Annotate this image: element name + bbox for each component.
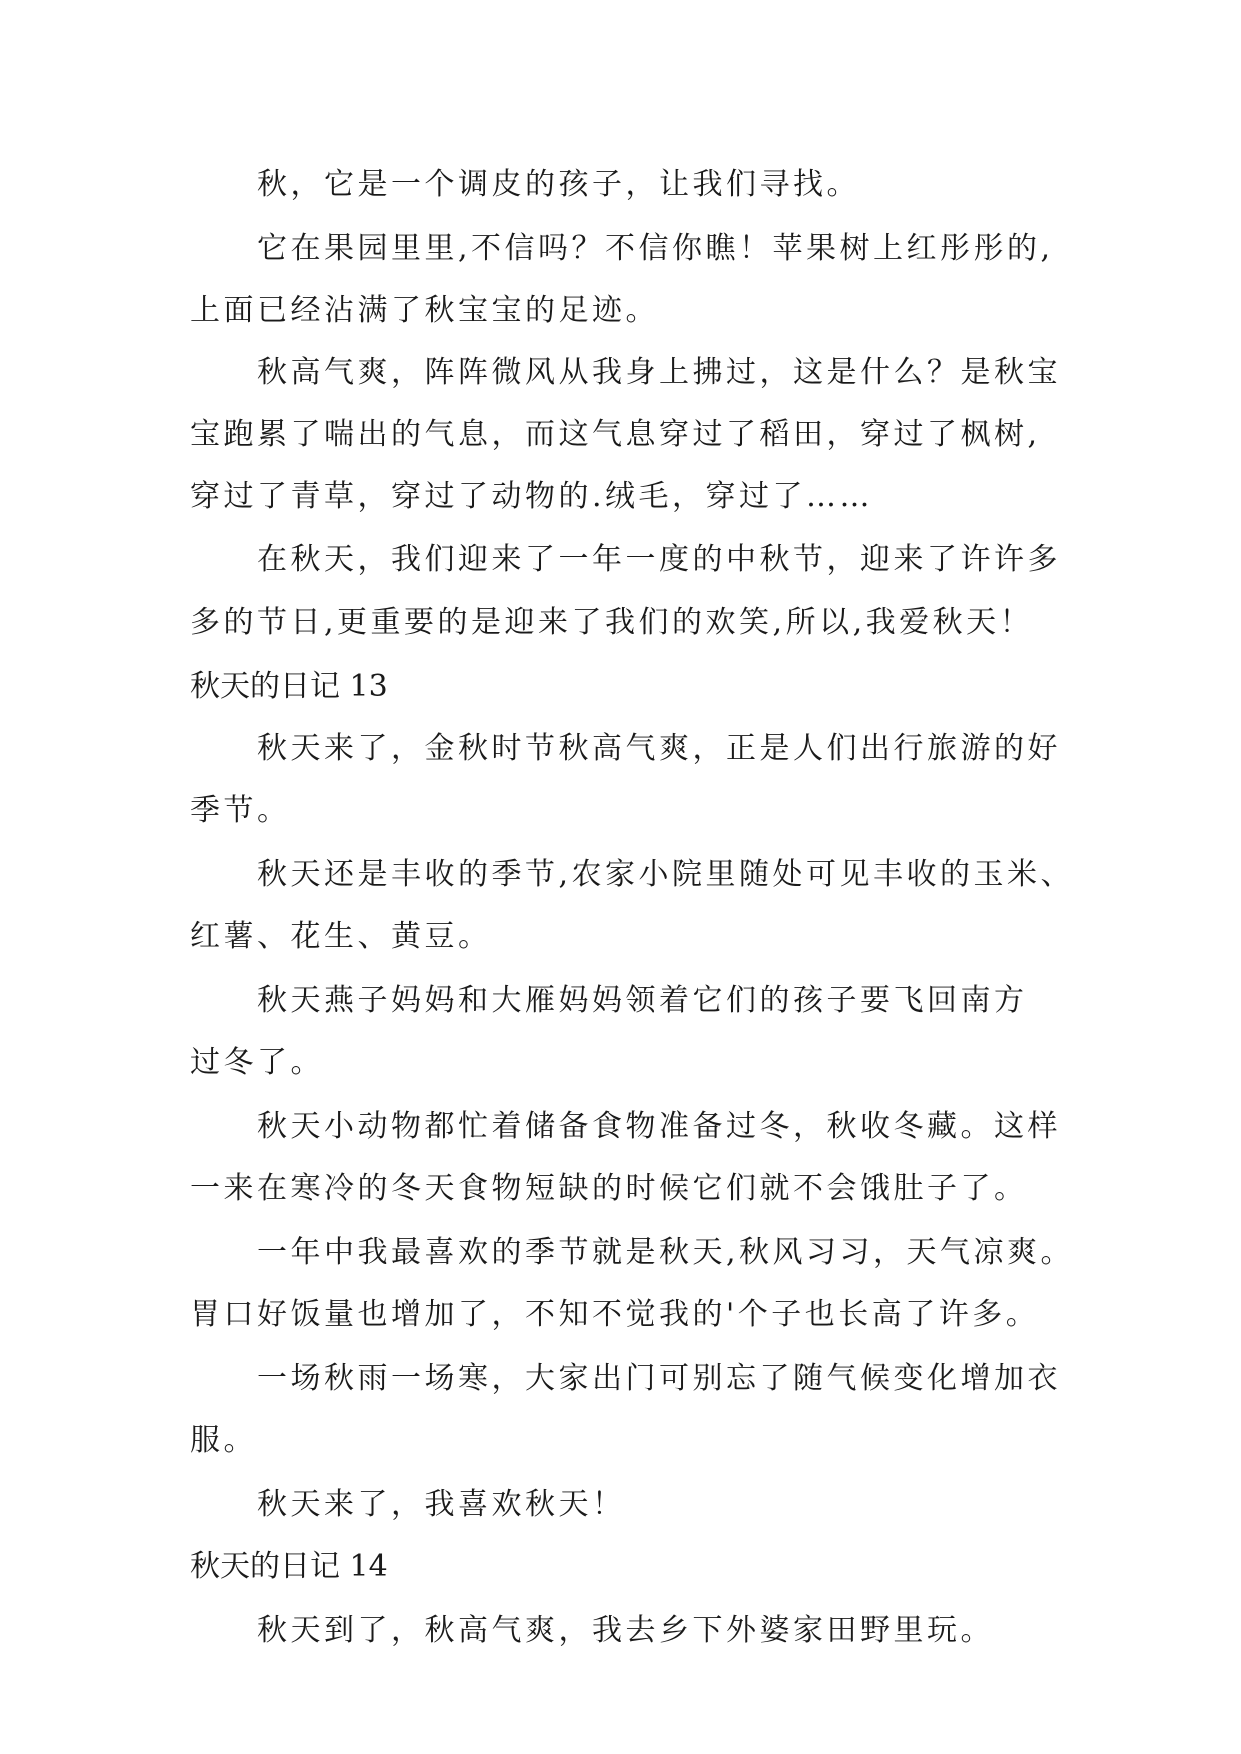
text-line: 秋天燕子妈妈和大雁妈妈领着它们的孩子要飞回南方 <box>257 983 1028 1018</box>
text-line: 宝跑累了喘出的气息，而这气息穿过了稻田，穿过了枫树, <box>190 417 1041 452</box>
text-line: 胃口好饭量也增加了，不知不觉我的'个子也长高了许多。 <box>190 1297 1040 1332</box>
text-line: 秋天来了，金秋时节秋高气爽，正是人们出行旅游的好 <box>257 731 1061 766</box>
text-line: 红薯、花生、黄豆。 <box>190 919 492 954</box>
text-line: 秋高气爽，阵阵微风从我身上拂过，这是什么？是秋宝 <box>257 355 1061 390</box>
section-heading: 秋天的日记 14 <box>190 1549 388 1584</box>
text-line: 上面已经沾满了秋宝宝的足迹。 <box>190 293 659 328</box>
text-line: 过冬了。 <box>190 1045 324 1080</box>
text-line: 它在果园里里,不信吗？不信你瞧！苹果树上红彤彤的, <box>257 231 1054 266</box>
text-line: 一来在寒冷的冬天食物短缺的时候它们就不会饿肚子了。 <box>190 1171 1028 1206</box>
text-line: 多的节日,更重要的是迎来了我们的欢笑,所以,我爱秋天！ <box>190 605 1034 640</box>
text-line: 一年中我最喜欢的季节就是秋天,秋风习习，天气凉爽。 <box>257 1235 1075 1270</box>
text-line: 穿过了青草，穿过了动物的.绒毛，穿过了…… <box>190 479 874 514</box>
text-line: 秋天还是丰收的季节,农家小院里随处可见丰收的玉米、 <box>257 857 1075 892</box>
text-line: 一场秋雨一场寒，大家出门可别忘了随气候变化增加衣 <box>257 1361 1061 1396</box>
text-line: 秋天到了，秋高气爽，我去乡下外婆家田野里玩。 <box>257 1613 994 1648</box>
section-heading: 秋天的日记 13 <box>190 669 388 704</box>
text-line: 季节。 <box>190 793 291 828</box>
text-line: 秋，它是一个调皮的孩子，让我们寻找。 <box>257 167 860 202</box>
text-line: 在秋天，我们迎来了一年一度的中秋节，迎来了许许多 <box>257 542 1061 577</box>
text-line: 秋天来了，我喜欢秋天！ <box>257 1487 626 1522</box>
text-line: 秋天小动物都忙着储备食物准备过冬，秋收冬藏。这样 <box>257 1109 1061 1144</box>
text-line: 服。 <box>190 1423 257 1458</box>
